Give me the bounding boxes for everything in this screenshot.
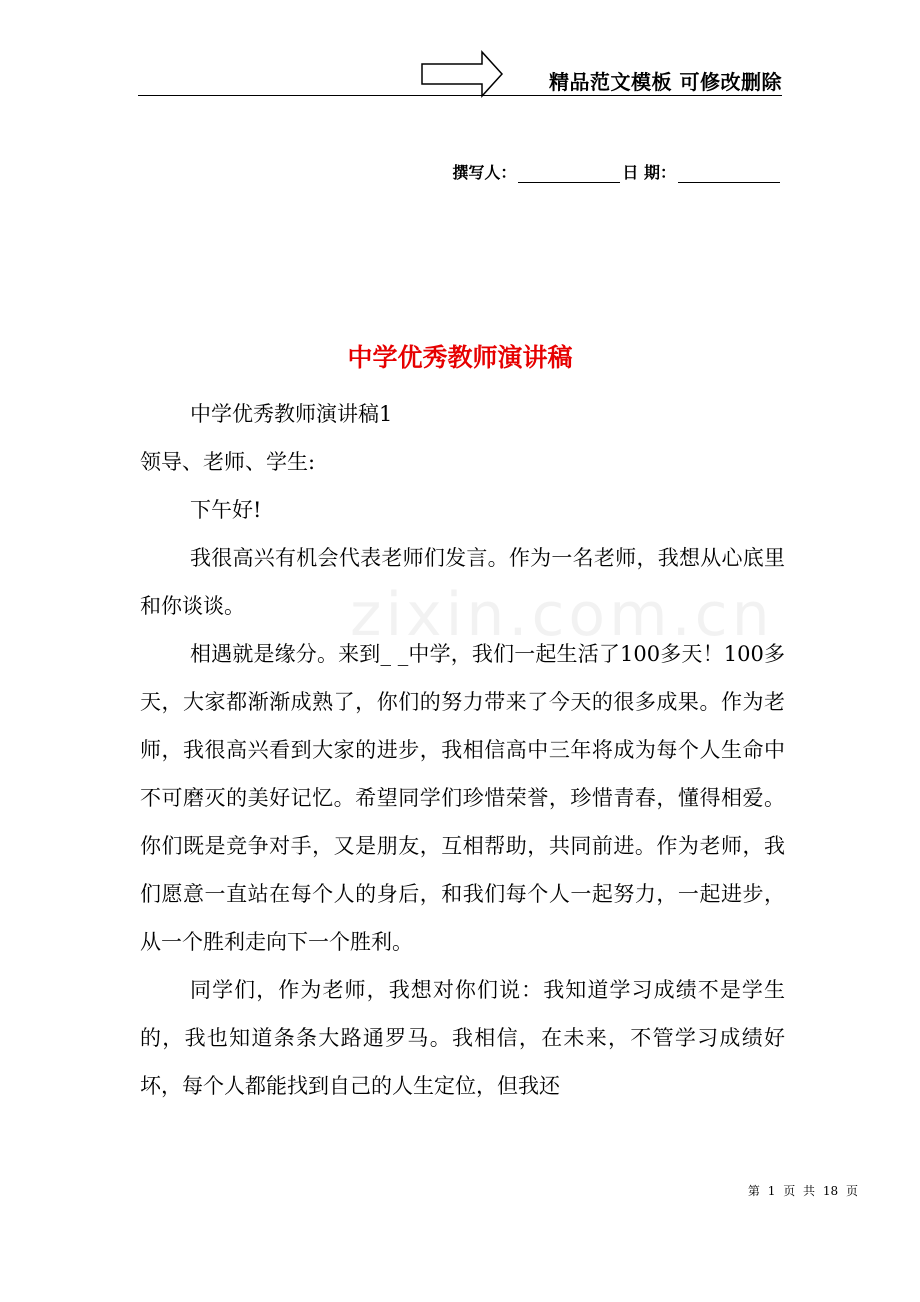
author-label: 撰写人： — [452, 163, 517, 182]
arrow-icon — [420, 50, 505, 98]
document-subtitle: 中学优秀教师演讲稿1 — [190, 402, 393, 426]
paragraph: 相遇就是缘分。来到_ _中学，我们一起生活了100多天！100多天，大家都渐渐成熟了，你们的努力带来了今天的很多成果。作为老师，我很高兴看到大家的进步，我相信高中三年将成为每个人生命中不可磨灭的美好记忆。希望同学们珍惜荣誉，珍惜青春，懂得相爱。你们既是竞争对手，又是朋友，互相帮助，共同前进。作为老师，我们愿意一直站在每个人的身后，和我们每个人一起努力，一起进步，从一个胜利走向下一个胜利。 — [140, 642, 785, 954]
footer-prefix: 第 — [747, 1184, 760, 1198]
page-number-footer — [746, 1182, 860, 1199]
footer-current-page: 1 — [767, 1184, 776, 1198]
author-blank-line — [518, 162, 620, 183]
watermark: zixin.com.cn — [350, 580, 774, 650]
footer-total-pages: 18 — [822, 1184, 839, 1198]
footer-total-word: 共 — [803, 1184, 816, 1198]
footer-suffix: 页 — [845, 1184, 858, 1198]
document-body — [140, 390, 785, 1110]
document-title: 中学优秀教师演讲稿 — [347, 343, 573, 372]
date-label: 日 期： — [622, 163, 676, 182]
header-label: 精品范文模板 可修改删除 — [549, 70, 782, 94]
footer-page-word: 页 — [783, 1184, 796, 1198]
salutation: 领导、老师、学生: — [140, 450, 316, 474]
date-blank-line — [678, 162, 780, 183]
greeting: 下午好! — [190, 498, 262, 522]
paragraph: 同学们，作为老师，我想对你们说：我知道学习成绩不是学生的，我也知道条条大路通罗马。我相信，在未来，不管学习成绩好坏，每个人都能找到自己的人生定位，但我还 — [140, 978, 785, 1098]
author-date-row — [452, 160, 782, 183]
paragraph: 我很高兴有机会代表老师们发言。作为一名老师，我想从心底里和你谈谈。 — [140, 546, 785, 618]
header-divider — [138, 95, 782, 96]
